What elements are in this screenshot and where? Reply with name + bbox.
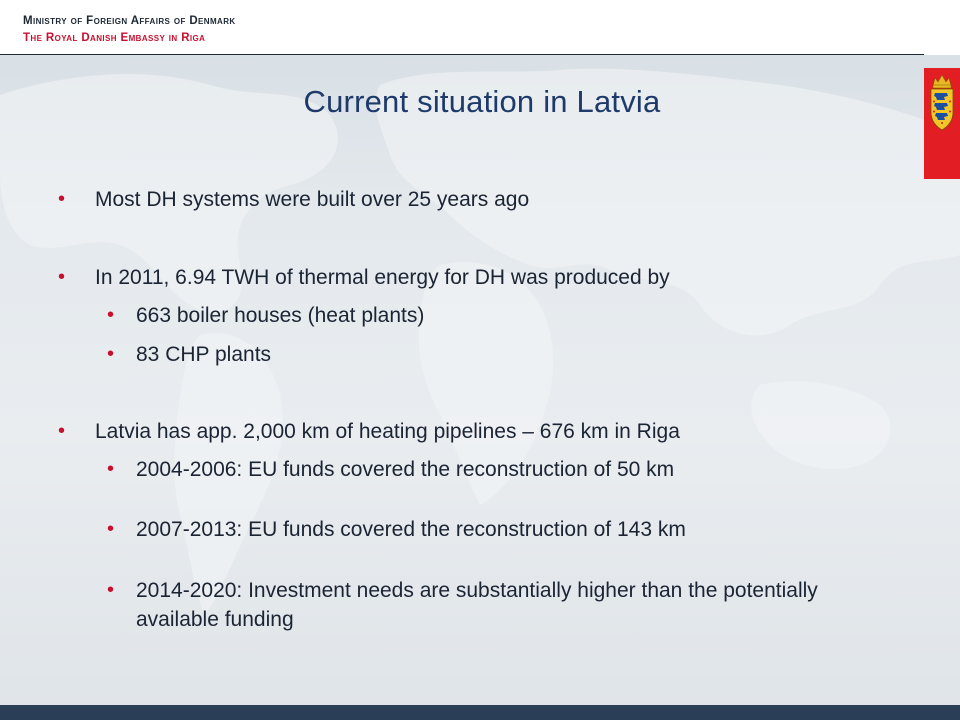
bullet-text: In 2011, 6.94 TWH of thermal energy for DH was produced by — [95, 266, 670, 289]
embassy-name: The Royal Danish Embassy in Riga — [23, 32, 206, 44]
sub-bullet-text: 2014-2020: Investment needs are substantially higher than the potentially available funding — [136, 579, 818, 631]
bullet-item — [58, 264, 670, 291]
bullet-icon: • — [107, 343, 115, 365]
bullet-item — [58, 186, 530, 213]
ministry-name: Ministry of Foreign Affairs of Denmark — [23, 15, 236, 27]
bullet-text: Most DH systems were built over 25 years ago — [95, 188, 530, 211]
sub-bullet-text: 663 boiler houses (heat plants) — [136, 304, 425, 327]
bullet-icon: • — [107, 304, 115, 326]
bullet-icon: • — [58, 188, 66, 210]
bullet-icon: • — [107, 579, 115, 601]
sub-bullet-item — [107, 341, 272, 368]
footer-bar — [0, 705, 960, 720]
sub-bullet-item — [107, 456, 675, 483]
sub-bullet-item — [107, 302, 425, 329]
bullet-icon: • — [107, 518, 115, 540]
sub-bullet-text: 2004-2006: EU funds covered the reconstruction of 50 km — [136, 458, 675, 481]
slide-title: Current situation in Latvia — [303, 84, 661, 119]
bullet-icon: • — [107, 458, 115, 480]
bullet-icon: • — [58, 420, 66, 442]
sub-bullet-text: 83 CHP plants — [136, 343, 272, 366]
sub-bullet-item — [107, 576, 886, 634]
bullet-icon: • — [58, 266, 66, 288]
sub-bullet-text: 2007-2013: EU funds covered the reconstruction of 143 km — [136, 518, 686, 541]
bullet-text: Latvia has app. 2,000 km of heating pipelines – 676 km in Riga — [95, 420, 680, 443]
bullet-item — [58, 418, 680, 445]
sub-bullet-item — [107, 516, 686, 543]
